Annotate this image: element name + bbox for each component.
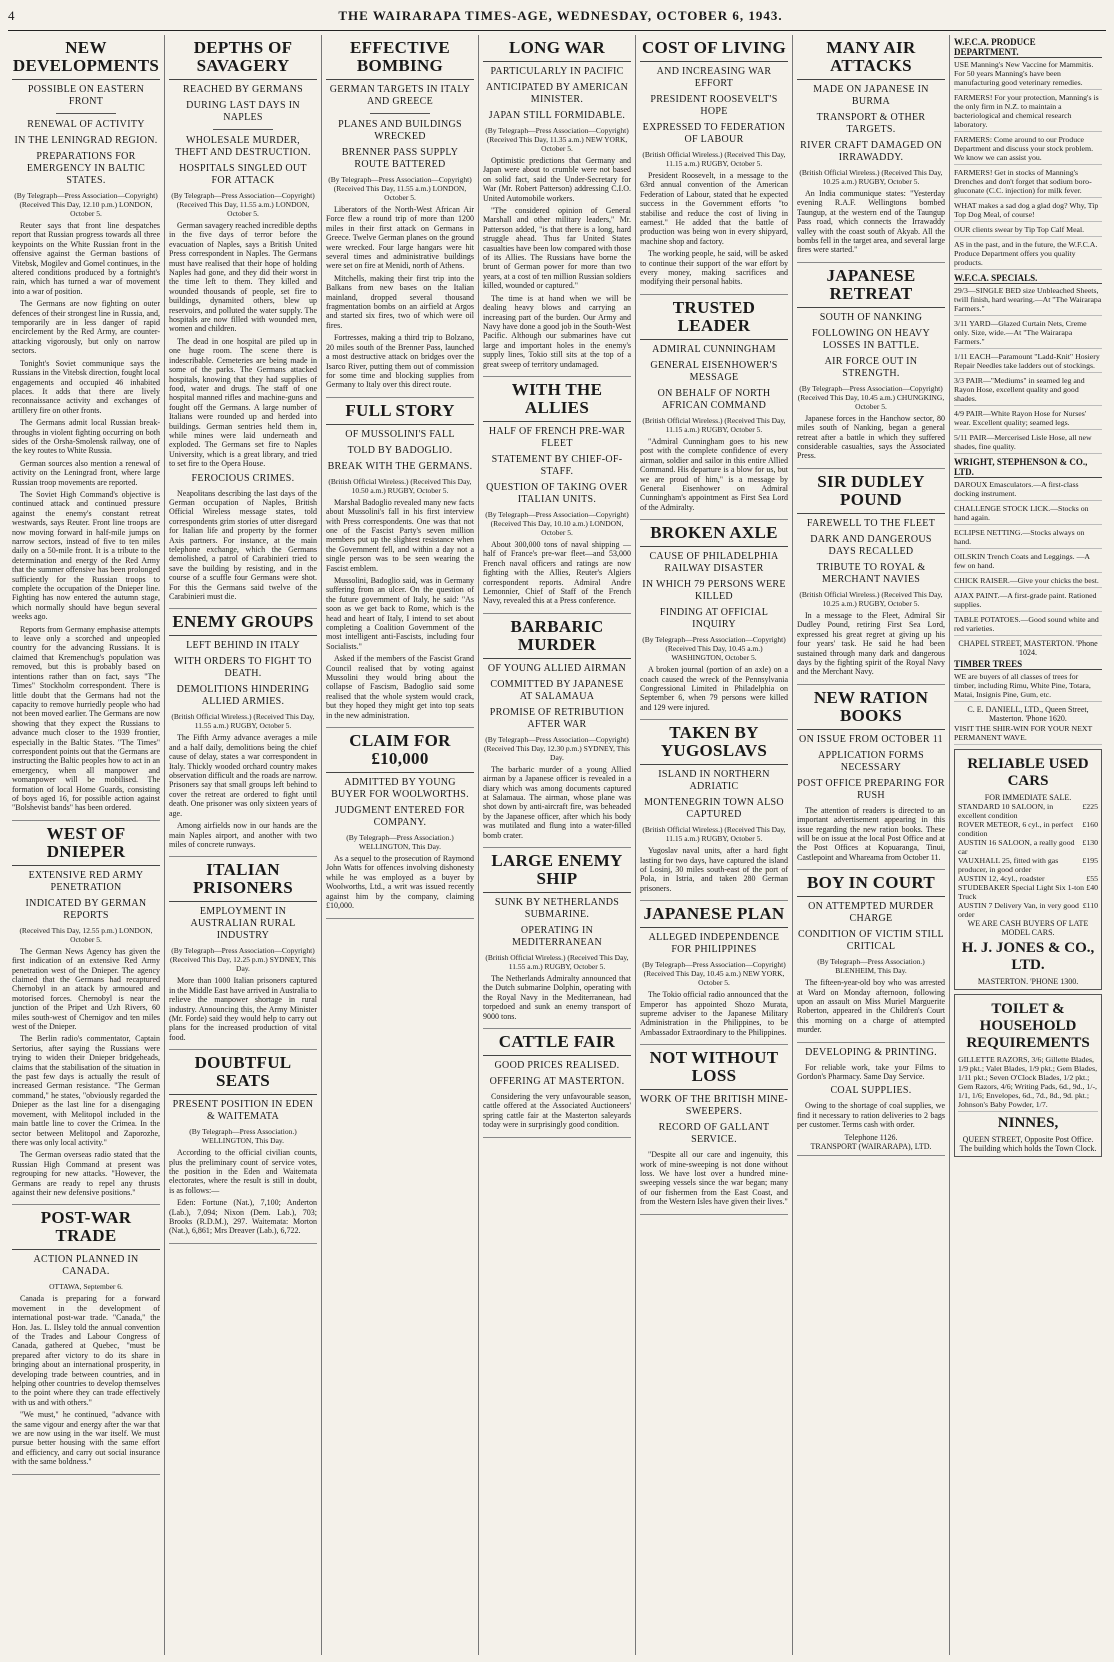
headline: LONG WAR xyxy=(483,39,631,62)
ad-item: USE Manning's New Vaccine for Mammitis. For 50 years Manning's have been manufacturing good veterinary remedies. xyxy=(954,60,1102,90)
headline: BOY IN COURT xyxy=(797,874,945,897)
advertiser-name: NINNES, xyxy=(997,1115,1059,1131)
story-not-without-loss xyxy=(640,1049,788,1214)
subhead: WHOLESALE MURDER, THEFT AND DESTRUCTION. xyxy=(175,135,311,158)
paragraph: The Germans are now fighting on outer defences of their strongest line in Russia, and, temporarily are in less danger of rapid encirclement by the Red Army, are counter-attacking vigorously, but only on narrow sectors. xyxy=(12,299,160,356)
car-list xyxy=(958,802,1098,919)
dateline: (By Telegraph—Press Association.) WELLINGTON, This Day. xyxy=(346,833,454,852)
dateline: OTTAWA, September 6. xyxy=(49,1282,123,1292)
dateline: (By Telegraph—Press Association—Copyright) (Received This Day, 10.45 a.m.) NEW YORK, October 5. xyxy=(642,960,786,988)
masthead xyxy=(8,8,1106,31)
paragraph: The Tokio official radio announced that the Emperor has appointed Shozo Murata, supreme adviser to the Japanese Military Administration in the Philippines, to be Ambassador Extraordinary to the Philippines. xyxy=(640,990,788,1037)
ad-note: WE ARE CASH BUYERS OF LATE MODEL CARS. xyxy=(967,919,1089,937)
page-number: 4 xyxy=(8,8,15,23)
headline: BROKEN AXLE xyxy=(640,524,788,547)
ad-item: 4/9 PAIR—White Rayon Hose for Nurses' wear. Excellent quality; seamed legs. xyxy=(954,409,1102,430)
ad-item: 29/3—SINGLE BED size Unbleached Sheets, twill finish, hard wearing.—At "The Wairarapa Farmers." xyxy=(954,286,1102,316)
headline: SIR DUDLEY POUND xyxy=(797,473,945,514)
notices xyxy=(797,1047,945,1156)
column-2 xyxy=(165,35,322,1655)
subhead: ALLEGED INDEPENDENCE FOR PHILIPPINES xyxy=(648,932,780,956)
dateline: (Received This Day, 12.55 p.m.) LONDON, October 5. xyxy=(19,925,153,944)
subhead: PARTICULARLY IN PACIFIC xyxy=(490,66,624,77)
toilet-ad xyxy=(954,994,1102,1157)
story-effective-bombing xyxy=(326,39,474,398)
story-cattle-fair xyxy=(483,1033,631,1138)
subhead: ADMIRAL CUNNINGHAM xyxy=(652,343,776,355)
car-row xyxy=(958,820,1098,838)
headline: FULL STORY xyxy=(326,402,474,425)
dateline: (By Telegraph—Press Association—Copyright) (Received This Day, 11.55 a.m.) LONDON, October 5. xyxy=(328,175,472,202)
paragraph: "Admiral Cunningham goes to his new post with the complete confidence of every airman, soldier and sailor in this entire Allied Command. His departure is a blow for us, but we are proud of him," is a message by General Eisenhower on Admiral Cunningham's appointment as First Sea Lord of the Admiralty. xyxy=(640,436,788,512)
paragraph: Tonight's Soviet communique says the Russians in the Vitebsk direction, fought local engagements and occupied 46 inhabited places. It adds that there are lively reconnaissance activity and exchanges of artillery fire on other fronts. xyxy=(12,358,160,415)
subhead: CAUSE OF PHILADELPHIA RAILWAY DISASTER xyxy=(649,551,779,575)
car-row xyxy=(958,883,1098,901)
ad-section-title: TIMBER TREES xyxy=(954,659,1102,670)
paragraph: Yugoslav naval units, after a hard fight lasting for two days, have captured the island of Losinj, 30 miles south-east of the port of Pola, in Istria, and taken 280 German prisoners. xyxy=(640,846,788,893)
dateline: (By Telegraph—Press Association—Copyright) (Received This Day, 12.10 p.m.) LONDON, October 5. xyxy=(14,191,158,218)
car-row xyxy=(958,901,1098,919)
subhead: ON BEHALF OF NORTH AFRICAN COMMAND xyxy=(657,387,771,411)
subhead: TOLD BY BADOGLIO. xyxy=(347,444,453,456)
headline: LARGE ENEMY SHIP xyxy=(483,852,631,893)
subhead: DARK AND DANGEROUS DAYS RECALLED xyxy=(810,533,932,557)
subhead: OFFERING AT MASTERTON. xyxy=(489,1076,625,1088)
headline: NEW RATION BOOKS xyxy=(797,689,945,730)
dateline: (British Official Wireless.) (Received This Day, 10.50 a.m.) RUGBY, October 5. xyxy=(328,476,472,495)
paragraph: Neapolitans describing the last days of the German occupation of Naples, British Official Wireless message states, told correspondents grim stories of utter disregard for Italian life and property by the former Axis partners. For instance, at the main telephone exchange, which the Germans demolished, a patrol of Carabinieri tried to save the building by resisting, and in the course of a scuffle four Germans were shot. For this the Germans said twelve of the Carabinieri must die. xyxy=(169,488,317,602)
story-claim xyxy=(326,732,474,918)
headline: NOT WITHOUT LOSS xyxy=(640,1049,788,1090)
subhead: IN WHICH 79 PERSONS WERE KILLED xyxy=(642,579,786,603)
subhead: DEMOLITIONS HINDERING ALLIED ARMIES. xyxy=(176,684,310,708)
paragraph: Mitchells, making their first trip into the Balkans from new bases on the Italian mainland, dropped several thousand fragmentation bombs on an airfield at Argos and started six fires, two of which were oil fires. xyxy=(326,273,474,330)
notice-title: COAL SUPPLIES. xyxy=(830,1085,912,1097)
car-price: £195 xyxy=(1082,856,1098,865)
ad-item: AJAX PAINT.—A first-grade paint. Rationed supplies. xyxy=(954,591,1102,612)
subhead: IN THE LENINGRAD REGION. xyxy=(14,135,158,146)
ad-item: 3/3 PAIR—"Mediums" in seamed leg and Rayon Hose, excellent quality and good shades. xyxy=(954,376,1102,406)
story-sir-dudley-pound xyxy=(797,473,945,685)
subhead: RECORD OF GALLANT SERVICE. xyxy=(658,1122,770,1146)
ad-item: WHAT makes a sad dog a glad dog? Why, Tip Top Dog Meal, of course! xyxy=(954,201,1102,222)
ad-section-title: W.F.C.A. SPECIALS. xyxy=(954,273,1102,284)
subhead: PRESENT POSITION IN EDEN & WAITEMATA xyxy=(172,1099,314,1123)
dateline: (British Official Wireless.) (Received This Day, 11.55 a.m.) RUGBY, October 5. xyxy=(485,953,629,972)
dateline: (By Telegraph—Press Association—Copyright) (Received This Day, 10.10 a.m.) LONDON, October 5. xyxy=(485,509,629,537)
story-barbaric-murder xyxy=(483,618,631,848)
subhead: EXTENSIVE RED ARMY PENETRATION xyxy=(28,869,144,893)
car-row xyxy=(958,856,1098,874)
ad-item: 3/11 YARD—Glazed Curtain Nets, Creme only. Size, wide.—At "The Wairarapa Farmers." xyxy=(954,319,1102,349)
ad-item: VISIT THE SHIR-WIN FOR YOUR NEXT PERMANENT WAVE. xyxy=(954,724,1102,745)
paragraph: The Fifth Army advance averages a mile and a half daily, demolitions being the chief cause of delay, states a war correspondent in Italy. Thickly wooded orchard country makes observation difficult and the roads are narrow. Prisoners say that small groups left behind to cover the retreat are ordered to fight until death. One prisoner was only sixteen years of age. xyxy=(169,733,317,818)
dateline: (By Telegraph—Press Association—Copyright) (Received This Day, 10.45 a.m.) WASHINGTON, October 5. xyxy=(642,635,786,663)
subhead: BRENNER PASS SUPPLY ROUTE BATTERED xyxy=(341,147,459,170)
headline: COST OF LIVING xyxy=(640,39,788,62)
story-post-war-trade xyxy=(12,1209,160,1474)
subhead: ANTICIPATED BY AMERICAN MINISTER. xyxy=(485,82,629,105)
story-japanese-retreat xyxy=(797,267,945,469)
dateline: (British Official Wireless.) (Received This Day, 11.55 a.m.) RUGBY, October 5. xyxy=(171,712,315,731)
ad-title: TOILET & HOUSEHOLD REQUIREMENTS xyxy=(966,1001,1090,1051)
subhead: OPERATING IN MEDITERRANEAN xyxy=(511,925,602,949)
paragraph: The German overseas radio stated that the Russian High Command at present was regrouping for new attacks. "However, the Germans are ready to repel any thrusts against their new defensive positions." xyxy=(12,1150,160,1197)
subhead: PROMISE OF RETRIBUTION AFTER WAR xyxy=(489,706,625,730)
story-japanese-plan xyxy=(640,905,788,1045)
subhead: ON ISSUE FROM OCTOBER 11 xyxy=(799,733,943,745)
subhead: REACHED BY GERMANS xyxy=(182,84,304,95)
headline: JAPANESE PLAN xyxy=(640,905,788,928)
headline: WITH THE ALLIES xyxy=(483,381,631,422)
subhead: CONDITION OF VICTIM STILL CRITICAL xyxy=(798,929,944,953)
subhead: AND INCREASING WAR EFFORT xyxy=(656,66,772,89)
column-4 xyxy=(479,35,636,1655)
headline: MANY AIR ATTACKS xyxy=(797,39,945,80)
paragraph: Asked if the members of the Fascist Grand Council realised that by voting against Mussolini they would bring about the collapse of Fascism, Badoglio said some realised that the whole system would crack, but they hoped they might get into top seats in the new administration. xyxy=(326,654,474,720)
paragraph: In a message to the Fleet, Admiral Sir Dudley Pound, retiring First Sea Lord, expressed his great regret at giving up his four years' task. He said he had been sustained through many dark and dangerous days by the fighting spirit of the Royal Navy and the Merchant Navy. xyxy=(797,610,945,677)
column-7-ads xyxy=(950,35,1106,1655)
notice-text: For reliable work, take your Films to Gordon's Pharmacy. Same Day Service. xyxy=(797,1062,945,1081)
subhead: BREAK WITH THE GERMANS. xyxy=(327,460,473,472)
headline: BARBARIC MURDER xyxy=(483,618,631,659)
headline: WEST OF DNIEPER xyxy=(12,825,160,866)
headline: ENEMY GROUPS xyxy=(169,613,317,636)
subhead: OF YOUNG ALLIED AIRMAN xyxy=(487,662,627,674)
subhead: TRANSPORT & OTHER TARGETS. xyxy=(816,112,926,135)
ad-title: RELIABLE USED CARS xyxy=(967,756,1089,789)
headline: DOUBTFUL SEATS xyxy=(169,1054,317,1095)
subhead: LEFT BEHIND IN ITALY xyxy=(186,640,300,652)
ad-item: 1/11 EACH—Paramount "Ladd-Knit" Hosiery Repair Needles take ladders out of stockings. xyxy=(954,352,1102,373)
car-price: £40 xyxy=(1086,883,1098,892)
headline: CATTLE FAIR xyxy=(483,1033,631,1056)
paragraph: Liberators of the North-West African Air Force flew a round trip of more than 1200 miles in their first attack on Germans in Greece. Twelve German planes on the ground were wrecked. Four large hangars were hit several times and administrative buildings were set on fire at Menidi, north of Athens. xyxy=(326,205,474,271)
paragraph: A broken journal (portion of an axle) on a coach caused the wreck of the Pennsylvania Congressional Limited in Philadelphia on September 6, when 79 persons were killed and 129 were injured. xyxy=(640,665,788,712)
paragraph: "We must," he continued, "advance with the same vigour and energy after the war that we are now using in the war itself. We must pursue better housing with the same effort and efficiency, and carry out social insurance with the same boldness." xyxy=(12,1410,160,1467)
paragraph: The fifteen-year-old boy who was arrested at Ward on Monday afternoon, following upon an assault on Miss Muriel Marguerite Roberton, appeared in the Children's Court this morning on a charge of attempted murder. xyxy=(797,978,945,1035)
story-italian-prisoners xyxy=(169,861,317,1050)
subhead: POST OFFICE PREPARING FOR RUSH xyxy=(797,777,945,801)
column-6 xyxy=(793,35,950,1655)
story-trusted-leader xyxy=(640,299,788,520)
columns xyxy=(8,35,1106,1655)
dateline: (British Official Wireless.) (Received This Day, 11.15 a.m.) RUGBY, October 5. xyxy=(642,825,786,844)
paragraph: Eden: Fortune (Nat.), 7,100; Anderton (Lab.), 7,094; Nixon (Dem. Lab.), 703; Brooks (R.D.M.), 297. Waitemata: Morton (Nat.), 6,861; Mrs Dreaver (Lab.), 6,722. xyxy=(169,1198,317,1236)
paragraph: Among airfields now in our hands are the main Naples airport, and another with two miles of concrete runways. xyxy=(169,821,317,849)
paragraph: Japanese forces in the Hanchow sector, 80 miles south of Nanking, began a general retreat after a battle in which they suffered considerable casualties, says the Associated Press. xyxy=(797,413,945,461)
ad-item: FARMERS! Get in stocks of Manning's Drenches and don't forget that sodium boro-gluconate (C.C. injection) for milk fever. xyxy=(954,168,1102,198)
notice-text: Owing to the shortage of coal supplies, we find it necessary to ration deliveries to 2 bags per customer. Terms cash with order. xyxy=(797,1101,945,1130)
story-with-the-allies xyxy=(483,381,631,614)
subhead: FINDING AT OFFICIAL INQUIRY xyxy=(659,607,769,631)
story-full-story xyxy=(326,402,474,728)
story-broken-axle xyxy=(640,524,788,720)
paragraph: According to the official civilian counts, plus the preliminary count of service votes, the position in the Eden and Waitemata electorates, where the result is still in doubt, is as follows:— xyxy=(169,1148,317,1195)
subhead: COMMITTED BY JAPANESE AT SALAMAUA xyxy=(490,678,624,702)
notice-tel: Telephone 1126. xyxy=(844,1132,898,1142)
subhead: QUESTION OF TAKING OVER ITALIAN UNITS. xyxy=(486,481,628,505)
car-price: £55 xyxy=(1086,874,1098,883)
paragraph: "Despite all our care and ingenuity, this work of mine-sweeping is not done without loss. We have lost over a hundred mine-sweeping vessels since the war began; many of our fishermen from the East Coast, and from the Western Isles have given their lives." xyxy=(640,1150,788,1207)
subhead: ADMITTED BY YOUNG BUYER FOR WOOLWORTHS. xyxy=(331,777,469,801)
dateline: (British Official Wireless.) (Received This Day, 11.15 a.m.) RUGBY, October 5. xyxy=(642,415,786,434)
dateline: (By Telegraph—Press Association—Copyright) (Received This Day, 10.45 a.m.) CHUNGKING, October 5. xyxy=(797,383,945,411)
column-1 xyxy=(8,35,165,1655)
car-price: £130 xyxy=(1082,838,1098,847)
subhead: FAREWELL TO THE FLEET xyxy=(806,517,936,529)
ad-address: QUEEN STREET, Opposite Post Office. The building which holds the Town Clock. xyxy=(959,1135,1097,1153)
paragraph: The Germans admit local Russian break-throughs in violent fighting occurring on both sides of the Orsha-Smolensk railway, one of the key routes to White Russia. xyxy=(12,418,160,456)
used-cars-ad xyxy=(954,749,1102,990)
headline: ITALIAN PRISONERS xyxy=(169,861,317,902)
paragraph: More than 1000 Italian prisoners captured in the Middle East have arrived in Australia to relieve the manpower shortage in rural industry. Announcing this, the Army Minister (Mr. Forde) said they would help to carry out plans for the increased production of vital food. xyxy=(169,976,317,1042)
dateline: (By Telegraph—Press Association.) BLENHEIM, This Day. xyxy=(817,957,925,976)
ad-signature: C. E. DANIELL, LTD., Queen Street, Masterton. 'Phone 1620. xyxy=(967,705,1089,723)
subhead: GOOD PRICES REALISED. xyxy=(494,1060,620,1072)
subhead: AIR FORCE OUT IN STRENGTH. xyxy=(824,355,918,379)
story-doubtful-seats xyxy=(169,1054,317,1244)
car-name: STANDARD 10 SALOON, in excellent condition xyxy=(958,802,1054,820)
masthead-title: THE WAIRARAPA TIMES-AGE, WEDNESDAY, OCTOBER 6, 1943. xyxy=(338,8,783,23)
dateline: (By Telegraph—Press Association—Copyright) (Received This Day, 12.25 p.m.) SYDNEY, This Day. xyxy=(170,946,316,974)
paragraph: German sources also mention a renewal of activity on the Leningrad front, where large Russian troop movements are reported. xyxy=(12,458,160,487)
subhead: EMPLOYMENT IN AUSTRALIAN RURAL INDUSTRY xyxy=(190,906,296,942)
subhead: GENERAL EISENHOWER'S MESSAGE xyxy=(650,359,778,383)
story-boy-in-court xyxy=(797,874,945,1042)
subhead: INDICATED BY GERMAN REPORTS xyxy=(25,897,147,921)
notice-title: DEVELOPING & PRINTING. xyxy=(805,1046,937,1058)
paragraph: As a sequel to the prosecution of Raymond John Watts for offences involving dishonesty while he was employed as a buyer by Woolworths, Ltd., a writ was issued recently against him by the company, claiming £10,000. xyxy=(326,854,474,911)
dateline: (British Official Wireless.) (Received This Day, 11.15 a.m.) RUGBY, October 5. xyxy=(642,150,786,168)
story-new-ration-books xyxy=(797,689,945,870)
paragraph: Reuter says that front line despatches report that Russian progress towards all three keypoints on the White Russian front in the offensive against the German bastions of Vitebsk, Mogilev and Gomel continues, in the altered conditions produced by a fortnight's rain, which has turned a war of movement into a war of position. xyxy=(12,221,160,296)
car-name: AUSTIN 16 SALOON, a really good car xyxy=(958,838,1075,856)
story-west-of-dnieper xyxy=(12,825,160,1206)
subhead: PLANES AND BUILDINGS WRECKED xyxy=(338,119,462,142)
headline: NEW DEVELOPMENTS xyxy=(12,39,160,80)
ad-section-title: WRIGHT, STEPHENSON & CO., LTD. xyxy=(954,457,1102,478)
ad-item: AS in the past, and in the future, the W.F.C.A. Produce Department offers you quality products. xyxy=(954,240,1102,270)
story-large-enemy-ship xyxy=(483,852,631,1029)
headline: JAPANESE RETREAT xyxy=(797,267,945,308)
paragraph: Marshal Badoglio revealed many new facts about Mussolini's fall in his first interview with Press correspondents. One was that not one of the Fascist Party's seven million members put up the slightest resistance when the Government fell, and within a day not a single person was to be seen wearing the Fascist emblem. xyxy=(326,497,474,573)
story-many-air-attacks xyxy=(797,39,945,263)
dateline: (British Official Wireless.) (Received This Day, 10.25 a.m.) RUGBY, October 5. xyxy=(799,589,943,608)
paragraph: Reports from Germany emphasise attempts to leave only a scorched and unpeopled country for the advancing Russians. It is claimed that Kremenchug's population was removed, but this is probably based on intentions rather than on fact, says "The Times" Stockholm correspondent. There is little doubt that the Germans had not the capacity to remove hurriedly people who had not been moved earlier. The Germans are now showing that they expect the Russians to advance much closer to the 1939 frontier, especially in the Baltic States. "The Times" correspondent points out that the Germans are instructing the Baltic peoples how to act in an emergency, when all manpower and womanpower will be mobilised. The formation of local Home Guards, consisting of boys aged 16, for possible action against "Bolshevist bands" has been ordered. xyxy=(12,624,160,813)
headline: CLAIM FOR £10,000 xyxy=(326,732,474,773)
paragraph: The Netherlands Admiralty announced that the Dutch submarine Dolphin, operating with the Royal Navy in the Mediterranean, had torpedoed and sunk an enemy transport of 9000 tons. xyxy=(483,974,631,1021)
car-name: STUDEBAKER Special Light Six 1-ton Truck xyxy=(958,883,1085,901)
subhead: WITH ORDERS TO FIGHT TO DEATH. xyxy=(174,656,312,680)
subhead: ACTION PLANNED IN CANADA. xyxy=(33,1254,139,1278)
car-price: £160 xyxy=(1082,820,1098,829)
paragraph: "The considered opinion of General Marshall and other military leaders," Mr. Patterson added, "is that there is a long, hard struggle ahead. Thus far United States casualties have been low compared with those of its Allies. The Russians have borne the brunt of German power for more than two years, at a cost of ten million Russian soldiers killed, wounded or captured." xyxy=(483,206,631,291)
ad-item: ECLIPSE NETTING.—Stocks always on hand. xyxy=(954,528,1102,549)
story-cost-of-living xyxy=(640,39,788,295)
subhead: PREPARATIONS FOR EMERGENCY IN BALTIC STATES. xyxy=(26,151,146,186)
subhead: APPLICATION FORMS NECESSARY xyxy=(818,749,924,773)
ad-item: FARMERS! For your protection, Manning's is the only firm in N.Z. to maintain a bacteriological and chemical research laboratory. xyxy=(954,93,1102,132)
dateline: (By Telegraph—Press Association—Copyright) (Received This Day, 12.30 p.m.) SYDNEY, This Day. xyxy=(484,734,630,762)
paragraph: The German News Agency has given the first indication of an extensive Red Army penetration west of the Dnieper. The agency claimed that the Germans had recaptured Chernobyl in an attack by armoured and motorised forces. Chernobyl is near the junction of the Pripet and Uzh Rivers, 60 miles south-west of Chernigov and ten miles west of the Dnieper. xyxy=(12,946,160,1032)
subhead: FOLLOWING ON HEAVY LOSSES IN BATTLE. xyxy=(812,327,930,351)
story-enemy-groups xyxy=(169,613,317,857)
notice-signature: TRANSPORT (WAIRARAPA), LTD. xyxy=(810,1141,932,1151)
ad-item: CHICK RAISER.—Give your chicks the best. xyxy=(954,576,1102,588)
subhead: MONTENEGRIN TOWN ALSO CAPTURED xyxy=(644,797,784,821)
ad-item: GILLETTE RAZORS, 3/6; Gillette Blades, 1/9 pkt.; Valet Blades, 1/9 pkt.; Gem Blades, 1/11 pkt.; Seven O'Clock Blades, 1/2 pkt.; Gem Razors, 4/6; Writing Pads, 6d., 9d., 1/-, 1/1, 1/6; Envelopes, 6d., 7d., 8d., 9d. pkt.; Johnson's Baby Powder, 1/7. xyxy=(958,1055,1098,1112)
ad-item: DAROUX Emasculators.—A first-class docking instrument. xyxy=(954,480,1102,501)
ad-section-title: W.F.C.A. PRODUCE DEPARTMENT. xyxy=(954,37,1102,58)
paragraph: Mussolini, Badoglio said, was in Germany suffering from an ulcer. On the question of the future government of Italy, he said: "As soon as we get back to Rome, which is the head and heart of Italy, I intend to set about completing a Coalition Government of the most intelligent anti-Fascists, including four Socialists." xyxy=(326,575,474,651)
subhead: ISLAND IN NORTHERN ADRIATIC xyxy=(658,769,770,793)
column-3 xyxy=(322,35,479,1655)
ad-address: CHAPEL STREET, MASTERTON. 'Phone 1024. xyxy=(958,639,1098,657)
car-name: AUSTIN 7 Delivery Van, in very good order xyxy=(958,901,1079,919)
ad-item: WE are buyers of all classes of trees for timber, including Rimu, White Pine, Totara, Matai, Insignis Pine, Gum, etc. xyxy=(954,672,1102,702)
headline: DEPTHS OF SAVAGERY xyxy=(169,39,317,80)
column-5 xyxy=(636,35,793,1655)
ad-address: MASTERTON. 'PHONE 1300. xyxy=(977,977,1079,986)
dateline: (British Official Wireless.) (Received This Day, 10.25 a.m.) RUGBY, October 5. xyxy=(799,168,943,186)
subhead: FEROCIOUS CRIMES. xyxy=(191,472,295,484)
paragraph: The Soviet High Command's objective is continued attack and continued pressure against the enemy's constant retreat westwards, says Reuter. Front line troops are now moving forward in half-mile jumps on narrow sectors, instead of five to ten miles daily on a 50-mile front. It is a tribute to the determination and energy of the Red Army that the summer offensive has been prolonged sufficiently for the Russian troops to complete the occupation of the Dnieper line. Fighting has now entered the autumn stage, which normally should have begun several weeks ago. xyxy=(12,489,160,622)
ad-item: FARMERS: Come around to our Produce Department and discuss your stock problem. We know we can assist you. xyxy=(954,135,1102,165)
car-name: ROVER METEOR, 6 cyl., in perfect condition xyxy=(958,820,1074,838)
ad-item: 5/11 PAIR—Mercerised Lisle Hose, all new shades, fine quality. xyxy=(954,433,1102,454)
paragraph: President Roosevelt, in a message to the 63rd annual convention of the American Federation of Labour, stated that he expected success in the Government efforts "to stabilise and reduce the cost of living in earnest." He added that the battle of production was being won in every shipyard, machine shop and factory. xyxy=(640,171,788,246)
ad-item: CHALLENGE STOCK LICK.—Stocks on hand again. xyxy=(954,504,1102,525)
paragraph: An India communique states: "Yesterday evening R.A.F. Wellingtons bombed Taungup, at the western end of the Taungup Pass road, which connects the Irrawaddy valley with the coast south of Akyab. All the bombs fell in the target area, and several large fires were started." xyxy=(797,189,945,255)
ad-item: OILSKIN Trench Coats and Leggings. —A few on hand. xyxy=(954,552,1102,573)
paragraph: Fortresses, making a third trip to Bolzano, 20 miles south of the Brenner Pass, launched a most destructive attack on bridges over the Isarco River, putting them out of commission for some time and blocking supplies from Germany to Italy over this direct route. xyxy=(326,333,474,390)
dateline: (By Telegraph—Press Association—Copyright) (Received This Day, 11.35 a.m.) NEW YORK, October 5. xyxy=(485,126,629,153)
paragraph: The dead in one hospital are piled up in one huge room. The scene there is indescribable. Cemeteries are being made in some of the parks. The Germans attacked hospitals, knowing that they had supplies of food, water and drugs. The staff of one hospital manned rifles and machine-guns and fought off the Germans. A large number of Italians were rounded up and herded into buildings. German sentries held them in, while mines were laid underneath and exploded. The Germans set fire to Naples University, which is a great library, and tried to set fire to the Opera House. xyxy=(169,336,317,469)
subhead: HALF OF FRENCH PRE-WAR FLEET xyxy=(488,425,626,449)
story-long-war xyxy=(483,39,631,377)
paragraph: The barbaric murder of a young Allied airman by a Japanese officer is revealed in a diary which was among documents captured at Salamaua. The airman, whose plane was shot down by anti-aircraft fire, was beheaded by the Japanese officer, after which his body was mutilated and flung into a water-filled bomb crater. xyxy=(483,764,631,840)
paragraph: About 300,000 tons of naval shipping —half of France's pre-war fleet—and 53,000 French naval officers and ratings are now fighting with the Allies, Reuter's Algiers correspondent reports. Admiral Andre Lemonnier, Chief of Staff of the French Navy, revealed this at a Press conference. xyxy=(483,539,631,606)
headline: TRUSTED LEADER xyxy=(640,299,788,340)
subhead: EXPRESSED TO FEDERATION OF LABOUR xyxy=(642,122,786,145)
subhead: SOUTH OF NANKING xyxy=(819,311,923,323)
paragraph: Optimistic predictions that Germany and Japan were about to crumble were not based on solid fact, said the Under-Secretary for War (Mr. Robert Patterson) addressing C.I.O. United Automobile workers. xyxy=(483,156,631,203)
car-row xyxy=(958,874,1098,883)
paragraph: German savagery reached incredible depths in the five days of terror before the evacuation of Naples, says a British United Press correspondent in Naples. The Germans must have realised that their hope of holding Naples had gone, and they did their worst in the time left to them. They killed and wounded thousands of people, set fire to buildings, dynamited others, blew up reservoirs, and polluted the water supply. The hospitals are now filled with wounded men, women and children. xyxy=(169,221,317,334)
subhead: TRIBUTE TO ROYAL & MERCHANT NAVIES xyxy=(816,561,926,585)
subhead: STATEMENT BY CHIEF-OF-STAFF. xyxy=(491,453,623,477)
subhead: MADE ON JAPANESE IN BURMA xyxy=(813,84,929,107)
subhead: RIVER CRAFT DAMAGED ON IRRAWADDY. xyxy=(800,140,942,163)
subhead: SUNK BY NETHERLANDS SUBMARINE. xyxy=(494,897,620,921)
ad-subtitle: FOR IMMEDIATE SALE. xyxy=(984,793,1072,802)
dateline: (By Telegraph—Press Association—Copyright) (Received This Day, 11.55 a.m.) LONDON, October 5. xyxy=(171,191,315,218)
headline: TAKEN BY YUGOSLAVS xyxy=(640,724,788,765)
subhead: RENEWAL OF ACTIVITY xyxy=(27,119,145,130)
subhead: DURING LAST DAYS IN NAPLES xyxy=(186,100,300,123)
subhead: PRESIDENT ROOSEVELT'S HOPE xyxy=(650,94,778,117)
car-price: £225 xyxy=(1082,802,1098,811)
subhead: OF MUSSOLINI'S FALL xyxy=(345,428,455,440)
subhead: ON ATTEMPTED MURDER CHARGE xyxy=(808,901,934,925)
car-row xyxy=(958,838,1098,856)
subhead: JAPAN STILL FORMIDABLE. xyxy=(488,110,626,121)
subhead: HOSPITALS SINGLED OUT FOR ATTACK xyxy=(179,163,307,186)
headline: POST-WAR TRADE xyxy=(12,1209,160,1250)
car-row xyxy=(958,802,1098,820)
story-new-developments xyxy=(12,39,160,821)
headline: EFFECTIVE BOMBING xyxy=(326,39,474,80)
subhead: WORK OF THE BRITISH MINE-SWEEPERS. xyxy=(640,1094,788,1118)
paragraph: Considering the very unfavourable season, cattle offered at the Associated Auctioneers' spring cattle fair at the Masterton saleyards today were in surprisingly good condition. xyxy=(483,1092,631,1130)
paragraph: The time is at hand when we will be dealing heavy blows and carrying an increasing part of the burden. Our Army and Navy have done a good job in the South-West Pacific. Although our submarines have cut large and important holes in the enemy's supply lines, Tokio still sits at the top of a great sweep of territory undamaged. xyxy=(483,293,631,369)
ad-item: TABLE POTATOES.—Good sound white and red varieties. xyxy=(954,615,1102,636)
paragraph: The Berlin radio's commentator, Captain Sertorius, after saying the Russians were trying to widen their Dnieper bridgeheads, claims that the stabilisation of the situation in the past few days is actually the result of increased German resistance. "The German command," he states, "obviously regarded the Dnieper as the last line for a disengaging movement, with Melitopol included in the main battle line to cover the Crimea. In the sector between Melitopol and Zaporozhe, there was only local activity." xyxy=(12,1034,160,1147)
story-taken-by-yugoslavs xyxy=(640,724,788,901)
story-depths-of-savagery xyxy=(169,39,317,609)
subhead: POSSIBLE ON EASTERN FRONT xyxy=(27,84,145,107)
ad-item: OUR clients swear by Tip Top Calf Meal. xyxy=(954,225,1102,237)
car-name: AUSTIN 12, 4cyl., roadster xyxy=(958,874,1045,883)
car-price: £110 xyxy=(1082,901,1098,910)
subhead: GERMAN TARGETS IN ITALY AND GREECE xyxy=(329,84,471,107)
advertiser-name: H. J. JONES & CO., LTD. xyxy=(961,940,1095,973)
subhead: JUDGMENT ENTERED FOR COMPANY. xyxy=(335,805,465,829)
car-name: VAUXHALL 25, fitted with gas producer, in good order xyxy=(958,856,1059,874)
paragraph: The attention of readers is directed to an important advertisement appearing in this issue regarding the new ration books. These will be on issue at the local Post Office and at the Post Offices at Kopuaranga, Tinui, Castlepoint and Whareama from October 11. xyxy=(797,805,945,862)
paragraph: The working people, he said, will be asked to continue their support of the war effort by every money, making sacrifices and modifying their personal habits. xyxy=(640,249,788,287)
dateline: (By Telegraph—Press Association.) WELLINGTON, This Day. xyxy=(189,1127,297,1146)
paragraph: Canada is preparing for a forward movement in the development of international post-war trade. "Canada," the Hon. Jas. L. Ilsley told the annual convention of the Trades and Labour Congress of Canada, gathered at Quebec, "must be prepared after victory to do its share in bringing about an international prosperity, in developing trade between countries, and in helping other countries to develop themselves to the point where they can trade effectively with us and with others." xyxy=(12,1294,160,1407)
